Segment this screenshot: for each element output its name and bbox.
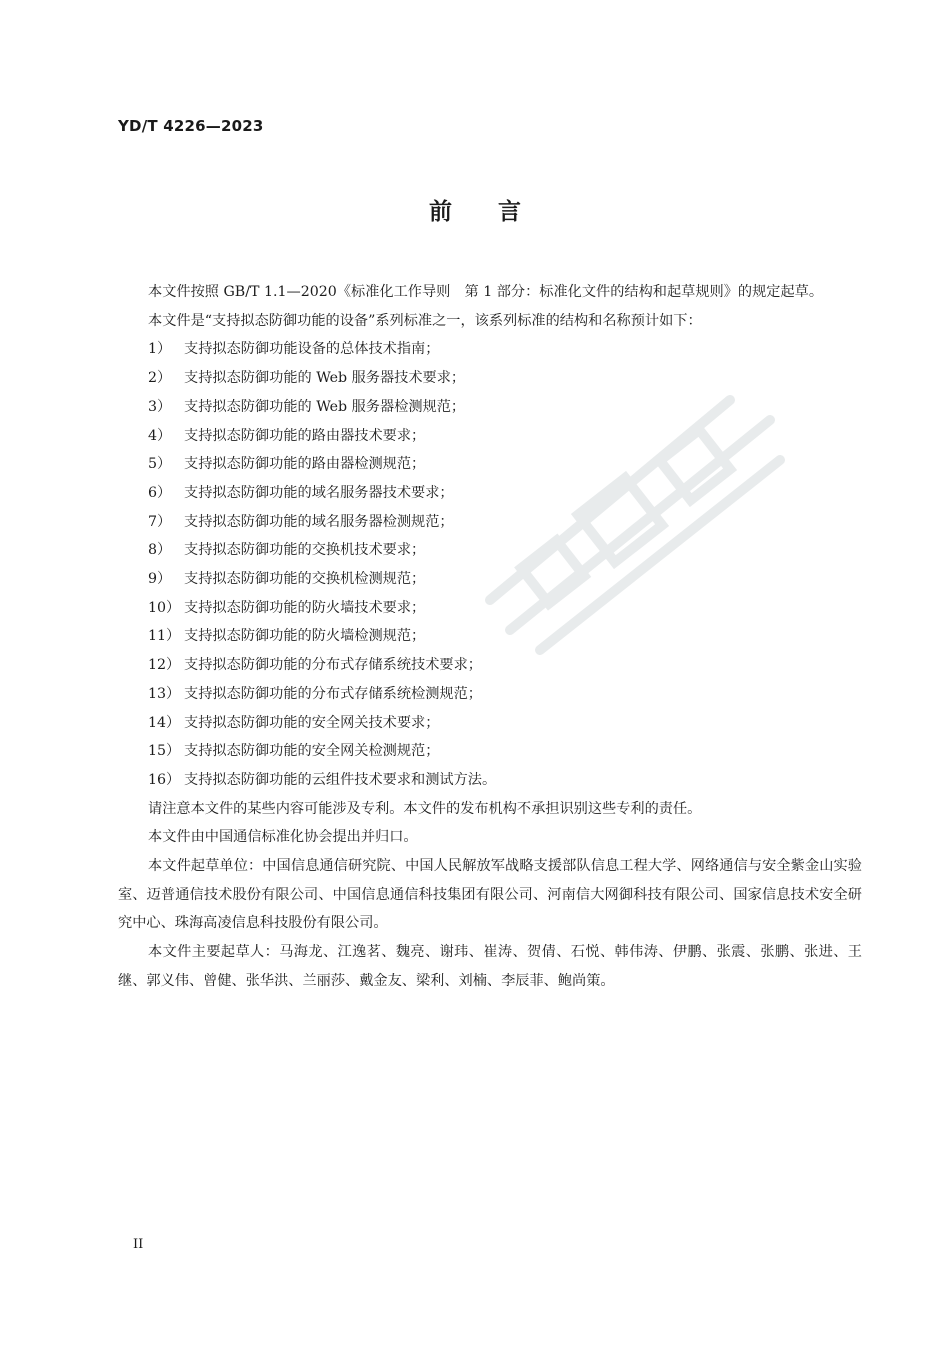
list-item [118, 565, 862, 594]
list-item-text: 支持拟态防御功能的云组件技术要求和测试方法。 [184, 771, 497, 788]
list-item-number: 8） [148, 542, 172, 559]
list-item-number: 7） [148, 513, 172, 530]
list-item-text: 支持拟态防御功能的安全网关技术要求； [184, 714, 440, 731]
list-item [118, 335, 862, 364]
page-number: II [133, 1237, 144, 1252]
list-item-number: 2） [148, 370, 172, 387]
list-item-number: 10） [148, 599, 181, 616]
list-item-text: 支持拟态防御功能的路由器检测规范； [184, 456, 426, 473]
list-item-text: 支持拟态防御功能的 Web 服务器检测规范； [184, 398, 466, 415]
list-item [118, 364, 862, 393]
list-item-text: 支持拟态防御功能的分布式存储系统技术要求； [184, 657, 482, 674]
paragraph-drafters: 本文件主要起草人：马海龙、江逸茗、魏亮、谢玮、崔涛、贺倩、石悦、韩伟涛、伊鹏、张震、张鹏、张进、王继、郭义伟、曾健、张华洪、兰丽莎、戴金友、梁利、刘楠、李辰菲、鲍尚策。 [118, 944, 862, 989]
list-item-text: 支持拟态防御功能的域名服务器检测规范； [184, 513, 454, 530]
list-item-text: 支持拟态防御功能的防火墙技术要求； [184, 599, 426, 616]
list-item-text: 支持拟态防御功能的域名服务器技术要求； [184, 484, 454, 501]
list-item [118, 479, 862, 508]
paragraph-drafting-units: 本文件起草单位：中国信息通信研究院、中国人民解放军战略支援部队信息工程大学、网络通信与安全紫金山实验室、迈普通信技术股份有限公司、中国信息通信科技集团有限公司、河南信大网御科技有限公司、国家信息技术安全研究中心、珠海高凌信息科技股份有限公司。 [118, 858, 862, 932]
list-item-text: 支持拟态防御功能的交换机检测规范； [184, 571, 426, 588]
list-item [118, 709, 862, 738]
list-item [118, 737, 862, 766]
list-item [118, 766, 862, 795]
paragraph-drafting-rules: 本文件按照 GB/T 1.1—2020《标准化工作导则 第 1 部分：标准化文件的结构和起草规则》的规定起草。 [148, 284, 824, 300]
paragraph-series-intro: 本文件是“支持拟态防御功能的设备”系列标准之一，该系列标准的结构和名称预计如下： [148, 312, 702, 329]
list-item-number: 15） [148, 743, 181, 760]
list-item-number: 5） [148, 456, 172, 473]
list-item [118, 508, 862, 537]
list-item-text: 支持拟态防御功能的防火墙检测规范； [184, 628, 426, 645]
list-item-text: 支持拟态防御功能的路由器技术要求； [184, 427, 426, 444]
list-item [118, 393, 862, 422]
list-item [118, 622, 862, 651]
list-item-text: 支持拟态防御功能的分布式存储系统检测规范； [184, 685, 482, 702]
list-item-number: 13） [148, 685, 181, 702]
list-item [118, 594, 862, 623]
list-item-text: 支持拟态防御功能设备的总体技术指南； [184, 341, 440, 358]
list-item-text: 支持拟态防御功能的安全网关检测规范； [184, 743, 440, 760]
list-item-number: 4） [148, 427, 172, 444]
paragraph-patent-notice: 请注意本文件的某些内容可能涉及专利。本文件的发布机构不承担识别这些专利的责任。 [148, 800, 702, 817]
page-title: 前言 [429, 199, 567, 225]
list-item-text: 支持拟态防御功能的 Web 服务器技术要求； [184, 370, 466, 387]
standard-code: YD/T 4226—2023 [118, 117, 264, 135]
list-item-number: 12） [148, 657, 181, 674]
list-item-text: 支持拟态防御功能的交换机技术要求； [184, 542, 426, 559]
list-item-number: 3） [148, 398, 172, 415]
list-item [118, 536, 862, 565]
series-standards-list [118, 335, 862, 794]
list-item-number: 6） [148, 484, 172, 501]
list-item [118, 651, 862, 680]
list-item-number: 14） [148, 714, 181, 731]
list-item [118, 450, 862, 479]
list-item-number: 16） [148, 771, 181, 788]
list-item [118, 422, 862, 451]
document-body [118, 278, 862, 996]
list-item-number: 11） [148, 628, 181, 645]
list-item-number: 1） [148, 341, 172, 358]
list-item-number: 9） [148, 571, 172, 588]
paragraph-proposer: 本文件由中国通信标准化协会提出并归口。 [148, 829, 418, 846]
list-item [118, 680, 862, 709]
